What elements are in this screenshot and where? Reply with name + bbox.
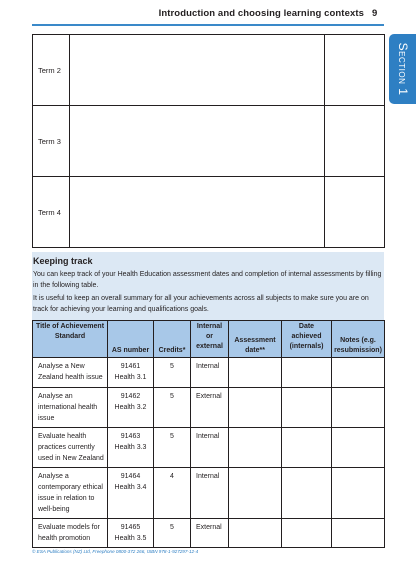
assessment-tracking-table	[32, 320, 385, 548]
term-label: Term 3	[33, 106, 70, 177]
standard-title-cell: Analyse an international health issue	[33, 388, 108, 428]
term-cell	[70, 177, 325, 248]
date-achieved-cell	[282, 388, 332, 428]
as-number-cell: 91464 Health 3.4	[108, 468, 154, 519]
internal-external-cell: Internal	[191, 358, 229, 388]
notes-cell	[332, 468, 385, 519]
standard-title-cell: Evaluate health practices currently used in New Zealand	[33, 428, 108, 468]
assessment-date-cell	[229, 468, 282, 519]
column-header: Date achieved (internals)	[282, 321, 332, 358]
table-row	[33, 519, 385, 548]
table-header-row	[33, 321, 385, 358]
term-cell	[325, 177, 385, 248]
page-number: 9	[372, 8, 378, 19]
assessment-date-cell	[229, 388, 282, 428]
internal-external-cell: Internal	[191, 428, 229, 468]
credits-cell: 4	[154, 468, 191, 519]
running-header-title: Introduction and choosing learning contexts	[158, 8, 364, 19]
standard-title-cell: Evaluate models for health promotion	[33, 519, 108, 548]
date-achieved-cell	[282, 358, 332, 388]
copyright-footer: © ESA Publications (NZ) Ltd, Freephone 0800-372 266, ISBN 978-1-927297-12-4	[32, 549, 199, 554]
credits-cell: 5	[154, 388, 191, 428]
column-header: AS number	[108, 321, 154, 358]
notes-cell	[332, 428, 385, 468]
term-row	[33, 106, 385, 177]
keeping-track-summary-note: It is useful to keep an overall summary for all your achievements across all subjects to make sure you are on track for achieving your learning and qualifications goals.	[33, 295, 369, 313]
credits-cell: 5	[154, 358, 191, 388]
assessment-date-cell	[229, 519, 282, 548]
header-rule	[32, 24, 384, 26]
term-cell	[325, 106, 385, 177]
section-tab-label: Section 1	[396, 42, 410, 96]
date-achieved-cell	[282, 519, 332, 548]
term-cell	[325, 35, 385, 106]
column-header: Internal or external	[191, 321, 229, 358]
date-achieved-cell	[282, 468, 332, 519]
column-header: Title of Achievement Standard	[33, 321, 108, 358]
as-number-cell: 91461 Health 3.1	[108, 358, 154, 388]
as-number-cell: 91462 Health 3.2	[108, 388, 154, 428]
term-label: Term 4	[33, 177, 70, 248]
term-row	[33, 35, 385, 106]
table-row	[33, 358, 385, 388]
notes-cell	[332, 388, 385, 428]
notes-cell	[332, 358, 385, 388]
keeping-track-panel	[32, 252, 384, 542]
internal-external-cell: External	[191, 388, 229, 428]
table-row	[33, 428, 385, 468]
column-header: Assessment date**	[229, 321, 282, 358]
credits-cell: 5	[154, 519, 191, 548]
as-number-cell: 91463 Health 3.3	[108, 428, 154, 468]
term-cell	[70, 106, 325, 177]
credits-cell: 5	[154, 428, 191, 468]
table-row	[33, 388, 385, 428]
standard-title-cell: Analyse a New Zealand health issue	[33, 358, 108, 388]
term-planning-table	[32, 34, 385, 248]
internal-external-cell: External	[191, 519, 229, 548]
column-header: Credits*	[154, 321, 191, 358]
internal-external-cell: Internal	[191, 468, 229, 519]
as-number-cell: 91465 Health 3.5	[108, 519, 154, 548]
notes-cell	[332, 519, 385, 548]
assessment-date-cell	[229, 428, 282, 468]
assessment-date-cell	[229, 358, 282, 388]
term-cell	[70, 35, 325, 106]
table-row	[33, 468, 385, 519]
section-tab	[389, 34, 416, 104]
keeping-track-heading: Keeping track	[33, 256, 93, 266]
date-achieved-cell	[282, 428, 332, 468]
term-row	[33, 177, 385, 248]
column-header: Notes (e.g. resubmission)	[332, 321, 385, 358]
standard-title-cell: Analyse a contemporary ethical issue in relation to well-being	[33, 468, 108, 519]
keeping-track-intro: You can keep track of your Health Education assessment dates and completion of internal assessments by filling in the following table.	[33, 271, 382, 289]
term-label: Term 2	[33, 35, 70, 106]
